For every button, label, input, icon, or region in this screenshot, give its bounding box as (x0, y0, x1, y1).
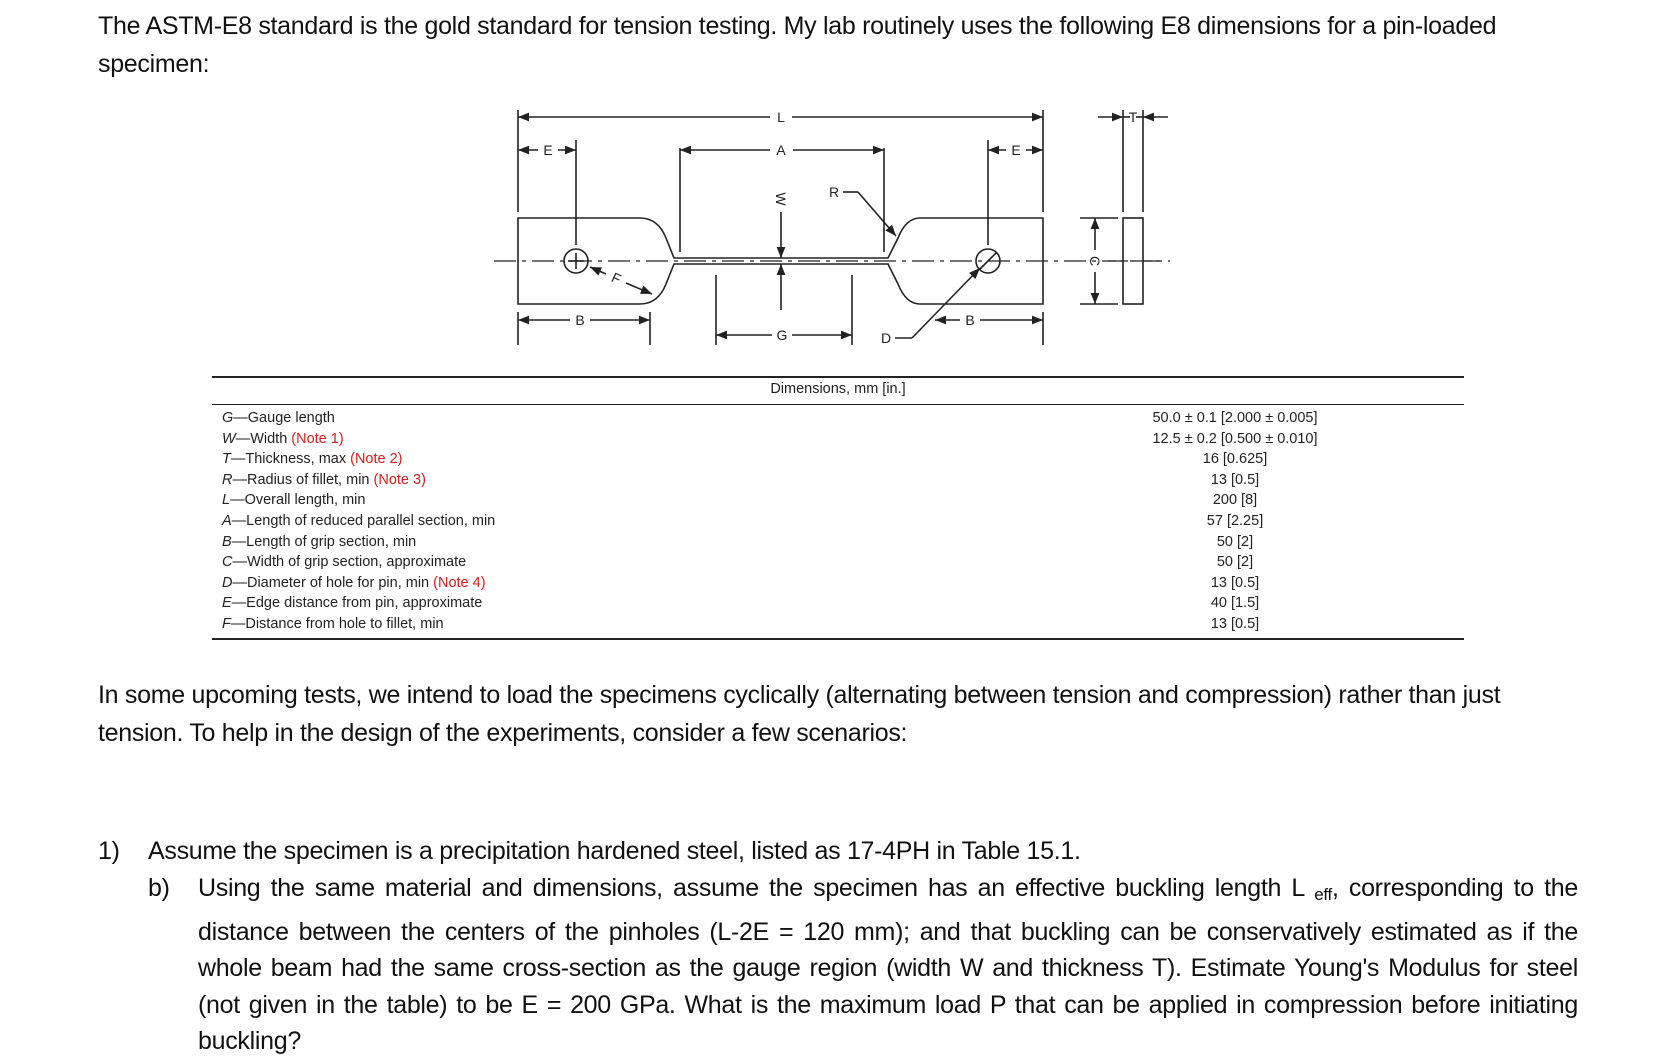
table-value: 16 [0.625] (1202, 451, 1268, 468)
table-row: B—Length of grip section, min (222, 533, 417, 550)
table-value: 12.5 ± 0.2 [0.500 ± 0.010] (1152, 430, 1318, 447)
label-T: T (1128, 109, 1138, 125)
table-row: E—Edge distance from pin, approximate (222, 595, 483, 612)
table-value: 13 [0.5] (1210, 574, 1260, 591)
label-L: L (777, 109, 785, 125)
table-value: 200 [8] (1212, 492, 1258, 509)
label-C: C (1087, 255, 1103, 267)
label-D: D (880, 330, 892, 346)
table-row: T—Thickness, max (Note 2) (222, 451, 403, 468)
table-row: R—Radius of fillet, min (Note 3) (222, 471, 426, 488)
dimension-labels (222, 408, 495, 635)
table-value: 13 [0.5] (1210, 471, 1260, 488)
question-1-number: 1) (98, 837, 120, 865)
table-bottom-rule (212, 638, 1464, 640)
dimension-values (1060, 408, 1410, 635)
label-E-left: E (543, 142, 553, 158)
table-row: D—Diameter of hole for pin, min (Note 4) (222, 574, 486, 591)
table-value: 50.0 ± 0.1 [2.000 ± 0.005] (1152, 410, 1318, 426)
label-W: W (773, 192, 789, 206)
table-value: 13 [0.5] (1210, 615, 1260, 632)
table-row: L—Overall length, min (222, 492, 366, 509)
table-top-rule (212, 376, 1464, 378)
label-G: G (776, 327, 788, 343)
table-value: 50 [2] (1216, 533, 1254, 550)
label-A: A (776, 142, 786, 158)
cyclic-paragraph: In some upcoming tests, we intend to load the specimens cyclically (alternating between tension and compression) rather than just tension. To help in the design of the experiments, consider a few scenarios: (98, 681, 1501, 747)
table-row: C—Width of grip section, approximate (222, 554, 467, 571)
question-1b-text: Using the same material and dimensions, assume the specimen has an effective buckling length L $_{eff}$, corresponding to the distance between the centers of the pinholes (L-2E = 120 mm); and that buckling can be conservatively estimated as if the whole beam had the same cross-section as the gauge region (width W and thickness T). Estimate Young's Modulus for steel (not given in the table) to be E = 200 GPa. What is the maximum load P that can be applied in compression before initiating buckling? (198, 874, 1578, 1055)
question-1-text: Assume the specimen is a precipitation hardened steel, listed as 17-4PH in Table 15.1. (148, 837, 1081, 865)
label-B-right: B (965, 312, 975, 328)
table-row: G—Gauge length (222, 410, 335, 426)
table-value: 50 [2] (1216, 554, 1254, 571)
table-row: W—Width (Note 1) (222, 430, 344, 447)
question-1b-label: b) (148, 874, 170, 902)
table-row: F—Distance from hole to fillet, min (222, 615, 444, 632)
table-row: A—Length of reduced parallel section, min (222, 512, 496, 529)
label-E-right: E (1011, 142, 1021, 158)
label-B-left: B (575, 312, 585, 328)
intro-paragraph: The ASTM-E8 standard is the gold standard for tension testing. My lab routinely uses the following E8 dimensions for a pin-loaded specimen: (98, 12, 1497, 78)
table-header: Dimensions, mm [in.] (770, 381, 906, 397)
label-R: R (828, 184, 840, 200)
table-value: 40 [1.5] (1210, 595, 1260, 612)
subscript-eff: eff (1314, 885, 1332, 904)
table-header-rule (212, 404, 1464, 405)
label-F: F (609, 269, 624, 288)
table-value: 57 [2.25] (1206, 512, 1264, 529)
